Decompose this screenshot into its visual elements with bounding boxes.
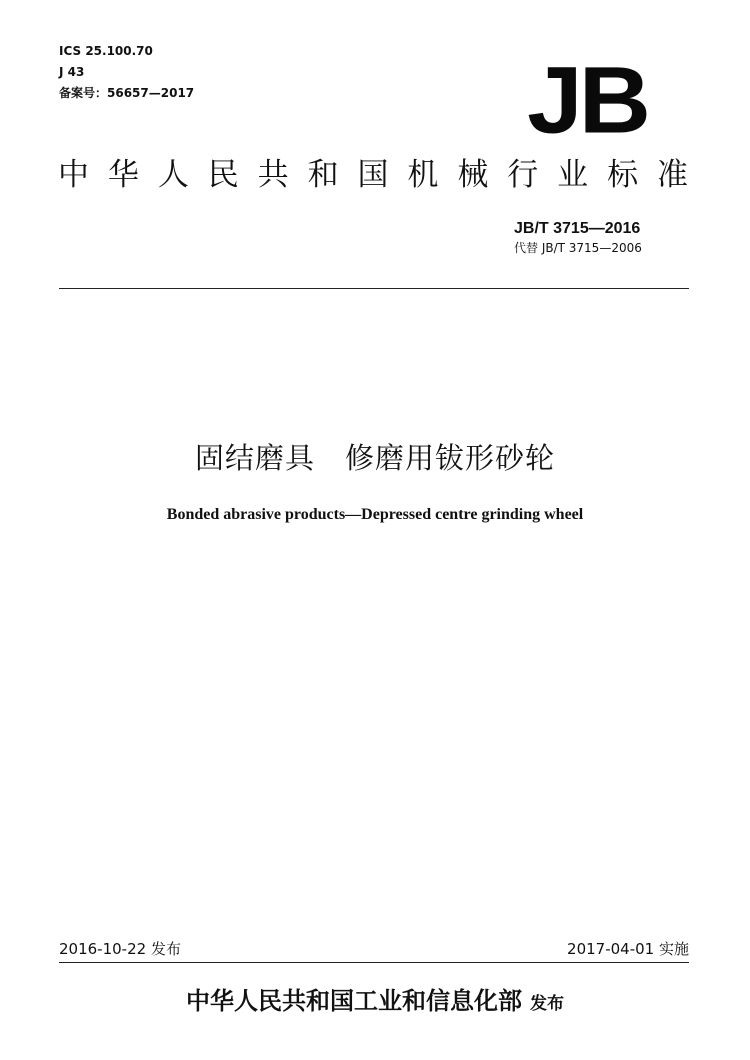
publisher [0, 984, 750, 1021]
document-title-cn: 固结磨具 修磨用钹形砂轮 [194, 441, 555, 475]
publisher-name: 中华人民共和国工业和信息化部 [186, 987, 522, 1015]
jb-logo: JB [527, 46, 647, 154]
document-title-en: Bonded abrasive products—Depressed centre grinding wheel [166, 506, 584, 523]
ics-code: ICS 25.100.70 [59, 44, 153, 58]
bottom-divider [59, 962, 689, 963]
implementation-date: 2017-04-01 实施 [567, 940, 689, 958]
publisher-suffix: 发布 [530, 994, 564, 1014]
issue-date: 2016-10-22 发布 [59, 940, 181, 958]
record-number: 备案号：56657—2017 [59, 86, 195, 100]
standard-title: 中华人民共和国机械行业标准 [58, 157, 692, 193]
replaces-standard: 代替 JB/T 3715—2006 [514, 241, 642, 255]
standard-number: JB/T 3715—2016 [514, 220, 641, 237]
classification-code: J 43 [59, 65, 85, 79]
top-divider [59, 288, 689, 289]
